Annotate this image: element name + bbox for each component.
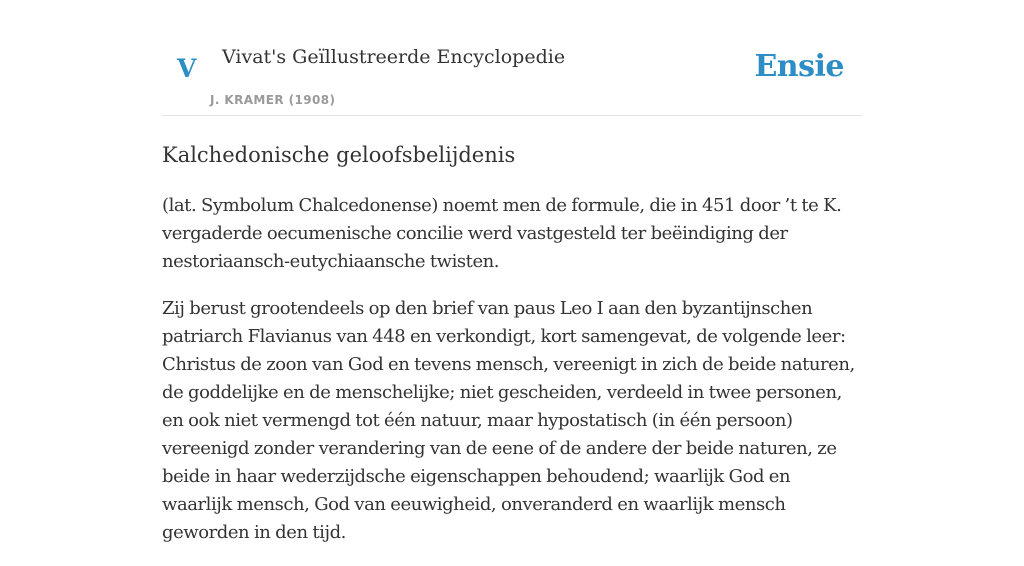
book-initial-icon[interactable]: V xyxy=(177,54,197,83)
page-header xyxy=(162,0,862,116)
book-author: J. KRAMER (1908) xyxy=(210,93,336,107)
article-paragraph-2: Zij berust grootendeels op den brief van paus Leo I aan den byzantijnschen patriarch Flavianus van 448 en verkondigt, kort samengevat, de volgende leer: Christus de zoon van God en tevens mensch, vereenigt in zich de beide naturen, de goddelijke en de menschelijke; niet gescheiden, verdeeld in twee personen, en ook niet vermengd tot één natuur, maar hypostatisch (in één persoon) vereenigd zonder verandering van de eene of de andere der beide naturen, ze beide in haar wederzijdsche eigenschappen behoudend; waarlijk God en waarlijk mensch, God van eeuwigheid, onveranderd en waarlijk mensch geworden in den tijd. xyxy=(162,298,855,543)
ensie-logo[interactable]: Ensie xyxy=(754,49,844,84)
article-title: Kalchedonische geloofsbelijdenis xyxy=(162,143,516,167)
article-body xyxy=(162,140,862,566)
book-title-link[interactable]: Vivat's Geïllustreerde Encyclopedie xyxy=(222,46,566,68)
article-paragraph-1: (lat. Symbolum Chalcedonense) noemt men de formule, die in 451 door ’t te K. vergaderde oecumenische concilie werd vastgesteld ter beëindiging der nestoriaansch-eutychiaansche twisten. xyxy=(162,195,842,272)
